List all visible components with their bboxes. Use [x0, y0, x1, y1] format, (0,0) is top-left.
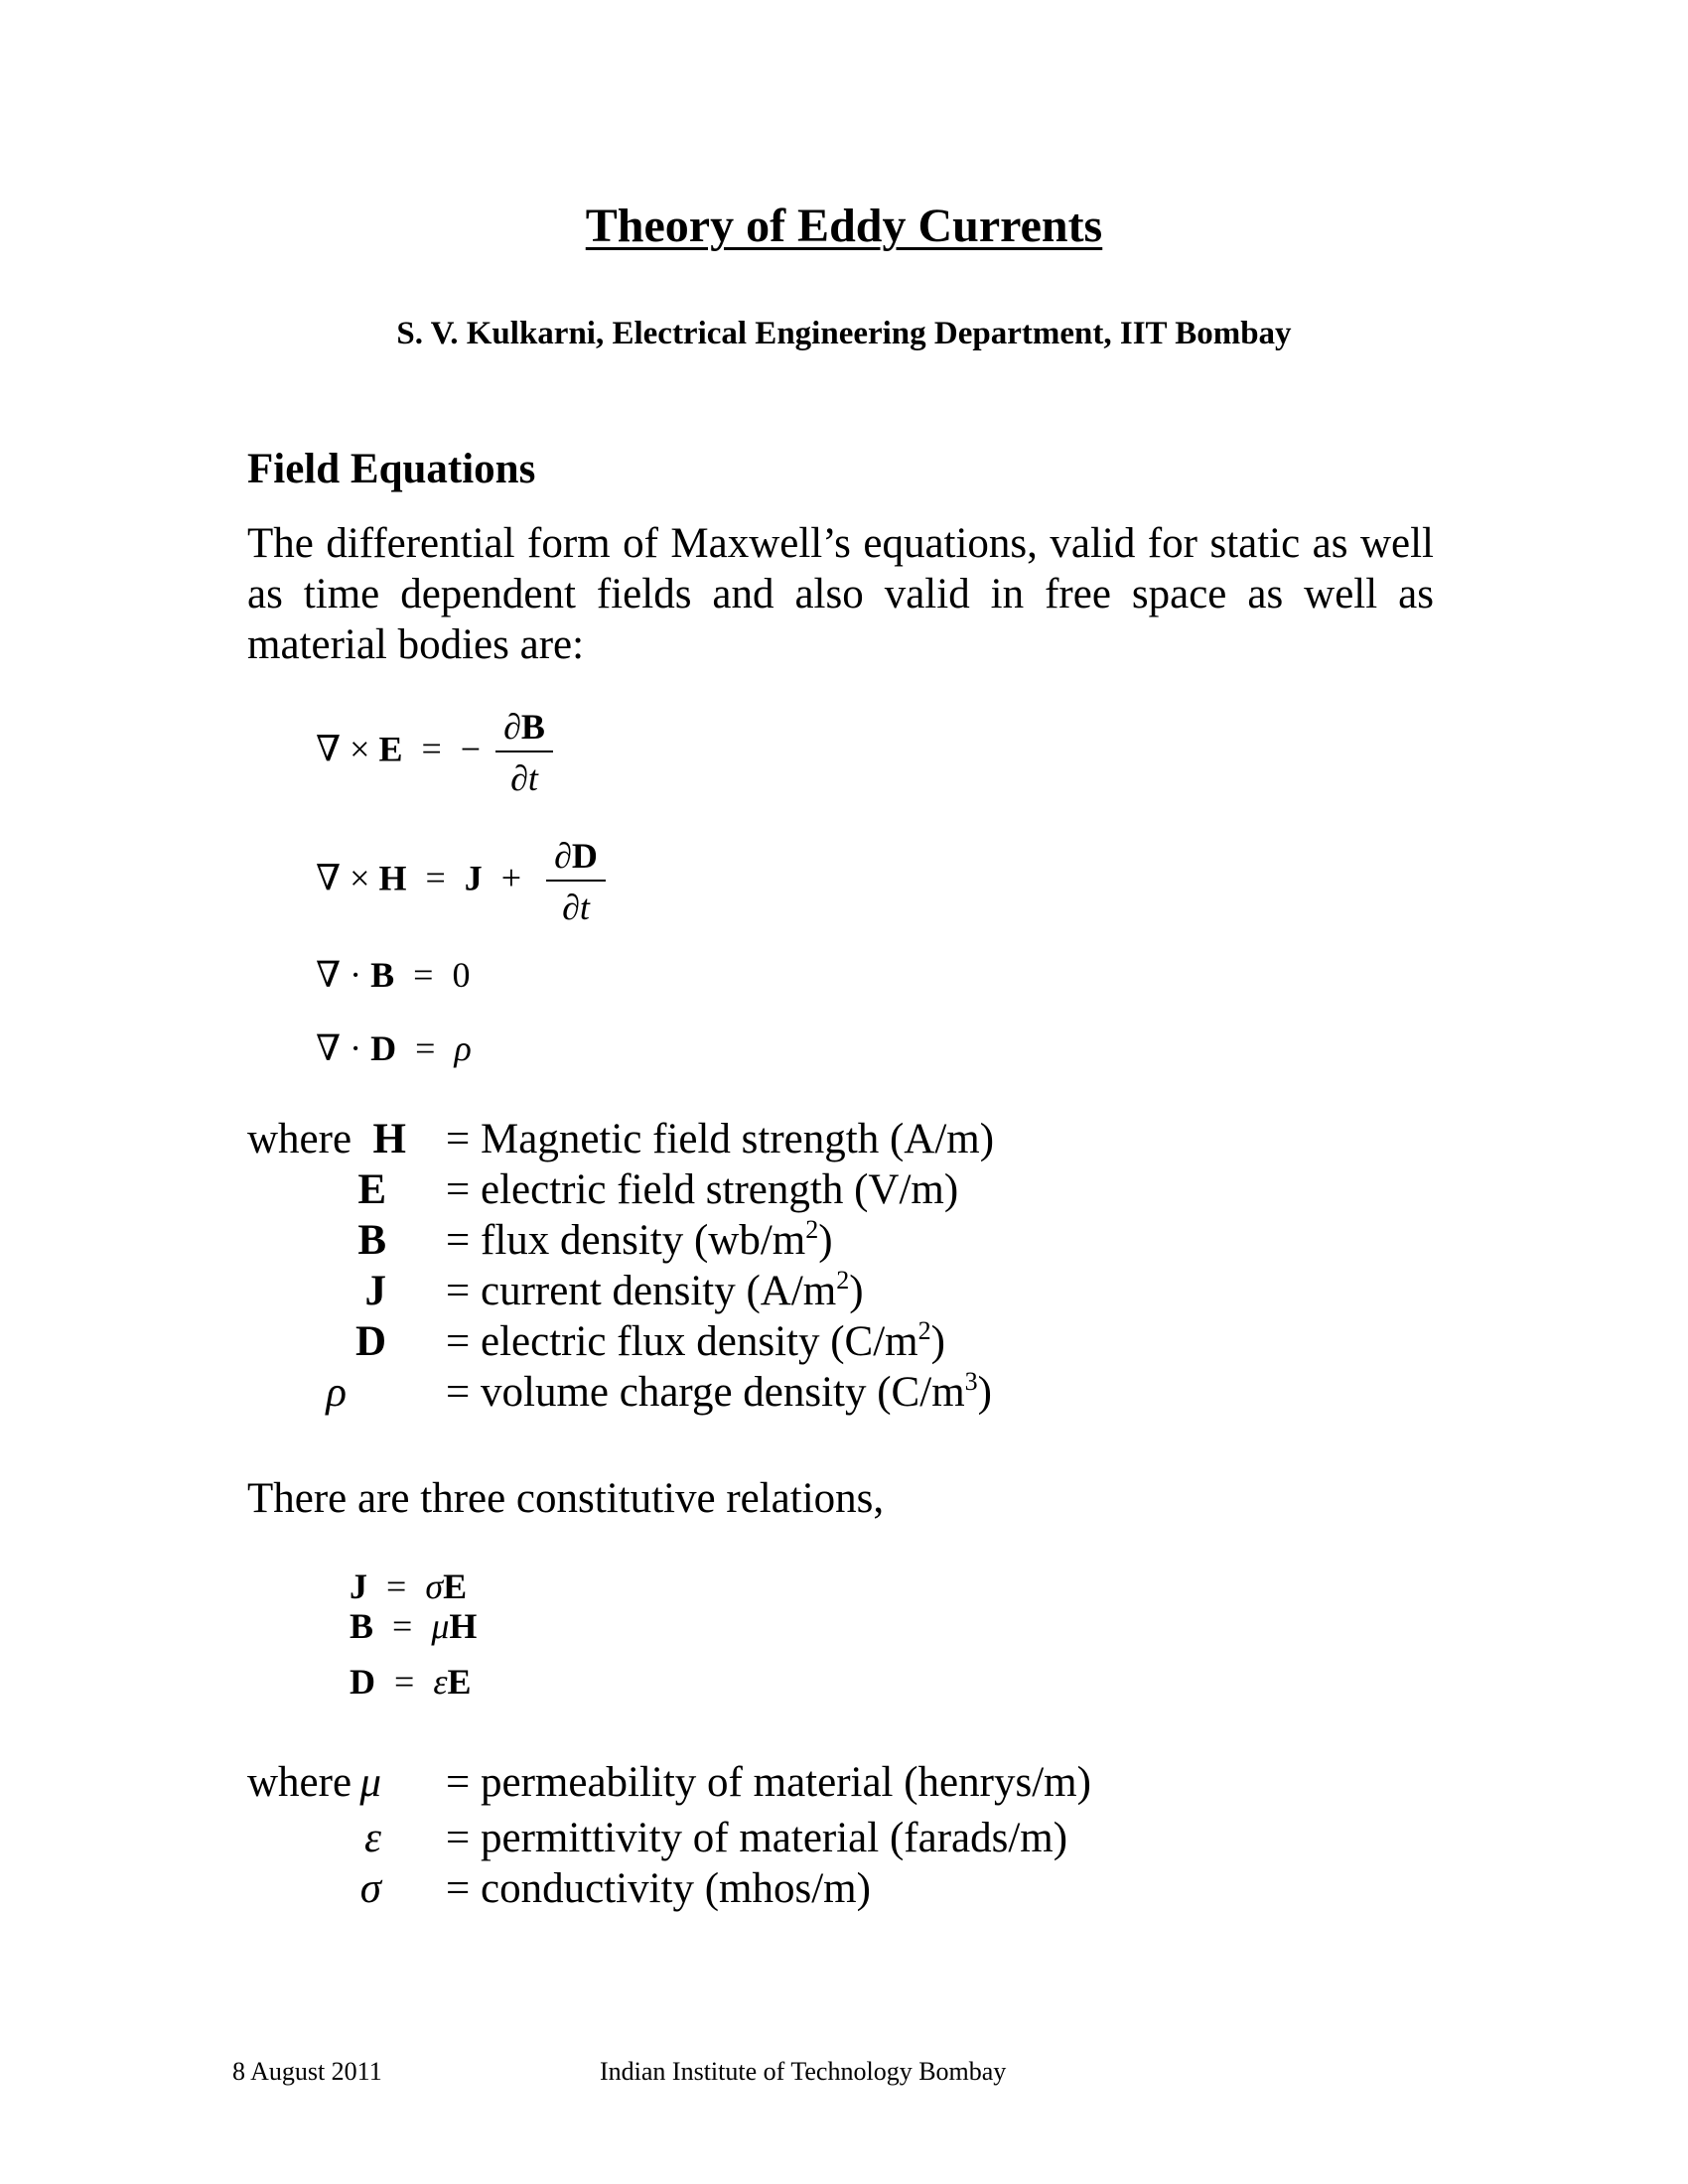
fraction [495, 707, 553, 798]
maxwell-equation-faraday [316, 707, 553, 798]
equals-sign: = [386, 1567, 407, 1606]
definition-text: = electric field strength (V/m) [446, 1166, 959, 1213]
symbol: σ [359, 1865, 381, 1912]
intro-paragraph: The differential form of Maxwell’s equations, valid for static as well as time dependent fields and also valid in free space as well as material bodies are: [247, 520, 1434, 668]
symbol: E [357, 1166, 386, 1213]
rhs: ρ [454, 1028, 472, 1068]
definition-row [247, 1215, 1240, 1266]
variable: E [447, 1662, 472, 1702]
equals-sign: = [413, 955, 434, 995]
symbol: B [357, 1217, 386, 1264]
lhs: J [350, 1567, 367, 1606]
definition-text: = current density $(A/m^2)$ [446, 1266, 864, 1314]
operator: ∇ × [316, 729, 370, 769]
variable: E [443, 1567, 468, 1606]
variable: D [370, 1028, 397, 1068]
denominator: ∂t [510, 758, 538, 798]
where-label: where [247, 1759, 352, 1806]
minus-sign: − [460, 729, 482, 769]
where-label: where [247, 1116, 352, 1162]
fraction [546, 836, 606, 927]
author-line: S. V. Kulkarni, Electrical Engineering Department, IIT Bombay [396, 316, 1292, 351]
document-title: Theory of Eddy Currents [585, 200, 1103, 252]
definition-row [247, 1367, 1240, 1418]
definition-text: = flux density $(wb/m^2)$ [446, 1215, 833, 1264]
symbol: D [354, 1318, 386, 1365]
footer-date: 8 August 2011 [232, 2057, 382, 2086]
symbol: ε [364, 1815, 381, 1861]
definition-row [247, 1813, 1240, 1863]
definition-text: = volume charge density $(C/m^3)$ [446, 1367, 992, 1416]
variable: B [370, 955, 395, 995]
numerator: ∂D [546, 836, 606, 882]
lhs: B [350, 1606, 374, 1646]
definition-row [247, 1266, 1240, 1316]
equals-sign: = [394, 1662, 415, 1702]
plus-sign: + [500, 858, 522, 898]
definition-text: = Magnetic field strength (A/m) [446, 1116, 995, 1162]
definition-row [247, 1316, 1240, 1367]
definition-row [247, 1863, 1240, 1914]
constitutive-relation-ohm [350, 1567, 467, 1606]
definitions-list-fields [247, 1114, 1240, 1418]
definition-text: = electric flux density $(C/m^2)$ [446, 1316, 945, 1365]
term: J [464, 858, 483, 898]
rhs: 0 [452, 955, 471, 995]
maxwell-equation-ampere [316, 836, 606, 927]
constitutive-relation-magnetic [350, 1606, 477, 1646]
variable: H [449, 1606, 478, 1646]
variable: E [378, 729, 403, 769]
footer-institution: Indian Institute of Technology Bombay [600, 2057, 1007, 2086]
maxwell-equation-gauss-magnetic [316, 955, 470, 995]
symbol: μ [359, 1759, 381, 1806]
definition-text: = permeability of material (henrys/m) [446, 1759, 1091, 1806]
definition-row [247, 1164, 1240, 1215]
operator: ∇ · [316, 1028, 362, 1068]
maxwell-equation-gauss-electric [316, 1028, 472, 1068]
symbol: ρ [326, 1369, 347, 1416]
operator: ∇ × [316, 858, 370, 898]
definition-text: = permittivity of material (farads/m) [446, 1815, 1068, 1861]
section-heading: Field Equations [247, 446, 536, 492]
coefficient: ε [433, 1662, 448, 1702]
equals-sign: = [425, 858, 446, 898]
coefficient: σ [425, 1567, 444, 1606]
constitutive-relation-electric [350, 1662, 472, 1702]
definitions-list-material [247, 1757, 1240, 1914]
lhs: D [350, 1662, 375, 1702]
equals-sign: = [415, 1028, 436, 1068]
numerator: ∂B [495, 707, 553, 752]
definition-row [247, 1757, 1240, 1813]
equals-sign: = [421, 729, 442, 769]
equals-sign: = [392, 1606, 413, 1646]
operator: ∇ · [316, 955, 362, 995]
definition-text: = conductivity (mhos/m) [446, 1865, 871, 1912]
symbol: J [364, 1268, 386, 1314]
variable: H [378, 858, 407, 898]
denominator: ∂t [562, 887, 590, 927]
symbol: H [372, 1116, 406, 1162]
constitutive-intro: There are three constitutive relations, [247, 1475, 885, 1522]
coefficient: μ [431, 1606, 450, 1646]
definition-row [247, 1114, 1240, 1164]
